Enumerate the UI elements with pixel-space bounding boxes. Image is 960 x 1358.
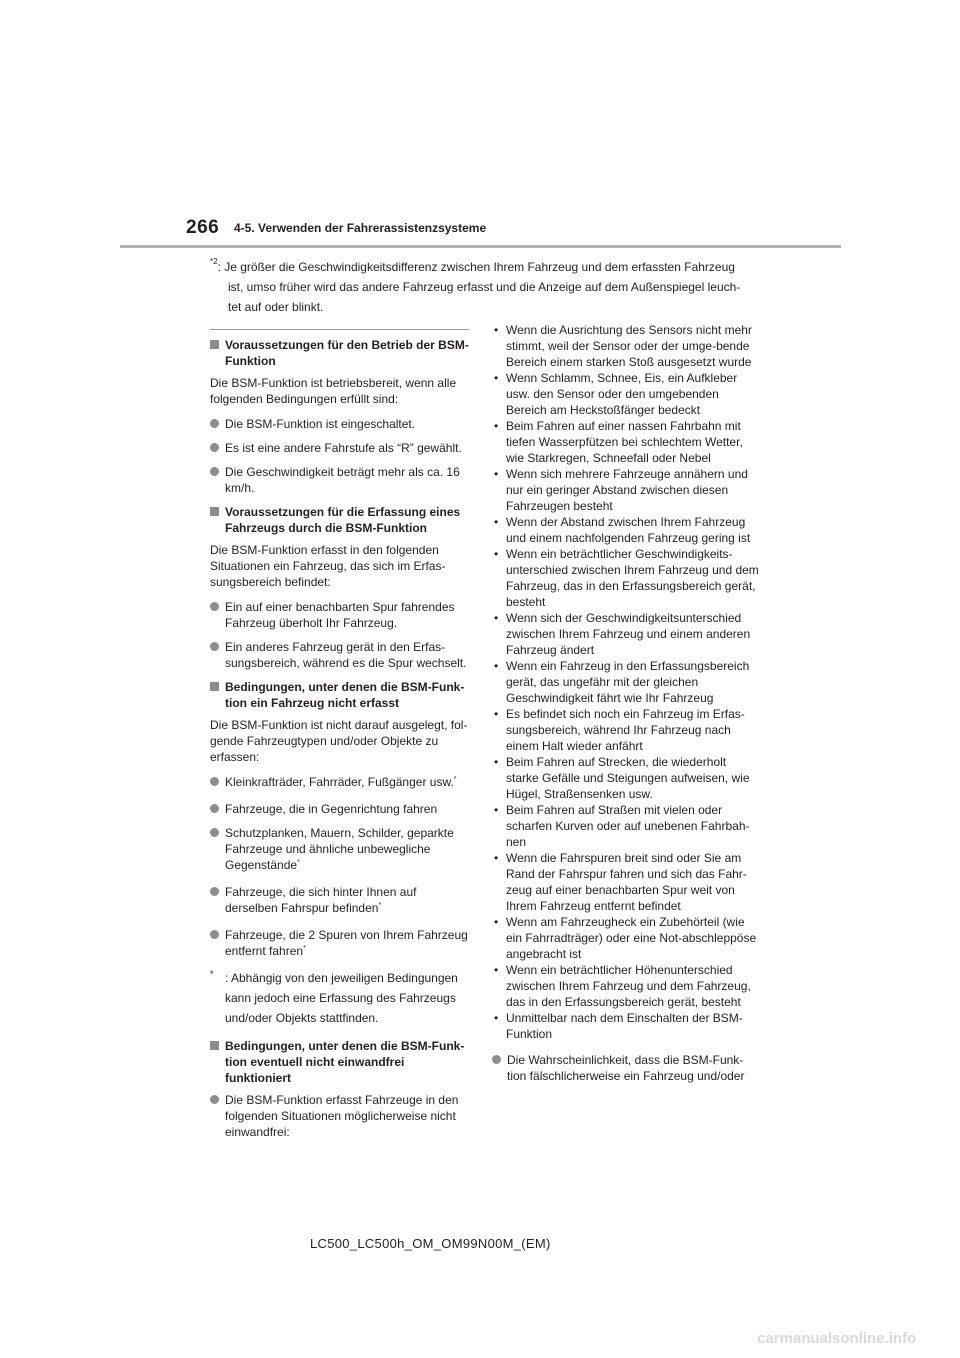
- situation-list-item: [492, 754, 760, 802]
- bullet-circle-icon: [210, 443, 219, 452]
- situation-list-item: [492, 610, 760, 658]
- asterisk-note: * : Abhängig von den jeweiligen Bedingungen kann jedoch eine Erfassung des Fahrzeugs und/oder Objekts stattfinden.: [210, 968, 472, 1028]
- situation-text: Wenn sich der Geschwindigkeitsunterschied zwischen Ihrem Fahrzeug und einem anderen Fahrzeug ändert: [506, 611, 751, 657]
- bullet-circle-icon: [210, 828, 219, 837]
- list-item: Ein anderes Fahrzeug gerät in den Erfas-sungsbereich, während es die Spur wechselt.: [210, 639, 472, 671]
- right-column: [492, 322, 760, 1092]
- footnote-star: *: [297, 859, 300, 866]
- list-item: Es ist eine andere Fahrstufe als “R” gewählt.: [210, 440, 472, 456]
- bullet-mark: •: [494, 755, 499, 769]
- bullet-circle-icon: [492, 1055, 501, 1064]
- heading-square-icon: [210, 1041, 219, 1050]
- paragraph: Die BSM-Funktion ist betriebsbereit, wenn alle folgenden Bedingungen erfüllt sind:: [210, 376, 457, 406]
- situation-text: Unmittelbar nach dem Einschalten der BSM-Funktion: [506, 1011, 743, 1041]
- footnote-star: *: [303, 945, 306, 952]
- list-item: Kleinkrafträder, Fahrräder, Fußgänger usw.*: [210, 774, 472, 793]
- bullet-circle-icon: [210, 777, 219, 786]
- heading-detection-conditions: Voraussetzungen für die Erfassung eines Fahrzeugs durch die BSM-Funktion: [210, 504, 472, 536]
- bullet-mark: •: [494, 659, 499, 673]
- paragraph: Die BSM-Funktion ist nicht darauf ausgelegt, fol-gende Fahrzeugtypen und/oder Objekte zu erfassen:: [210, 718, 468, 764]
- column-divider: [210, 329, 469, 330]
- heading-square-icon: [210, 340, 219, 349]
- page-number: 266: [186, 217, 220, 238]
- heading-may-not-work: Bedingungen, unter denen die BSM-Funk-tion eventuell nicht einwandfrei funktioniert: [210, 1038, 472, 1086]
- situation-text: Wenn ein Fahrzeug in den Erfassungsbereich gerät, das ungefähr mit der gleichen Geschwindigkeit fährt wie Ihr Fahrzeug: [506, 659, 750, 705]
- situation-list-item: [492, 706, 760, 754]
- bullet-mark: •: [494, 419, 499, 433]
- bullet-circle-icon: [210, 887, 219, 896]
- list-item: Die Geschwindigkeit beträgt mehr als ca. 16 km/h.: [210, 464, 472, 496]
- bullet-circle-icon: [210, 1095, 219, 1104]
- footnote-star: *: [378, 902, 382, 909]
- watermark: carmanualsonline.info: [757, 1330, 917, 1347]
- asterisk-marker: *: [210, 969, 214, 979]
- footnote-line-3: tet auf oder blinkt.: [228, 300, 324, 314]
- situation-text: Beim Fahren auf Straßen mit vielen oder scharfen Kurven oder auf unebenen Fahrbah-nen: [506, 803, 750, 849]
- bullet-mark: •: [494, 547, 499, 561]
- list-item: Die Wahrscheinlichkeit, dass die BSM-Funk-tion fälschlicherweise ein Fahrzeug und/oder: [492, 1052, 760, 1084]
- situation-list-item: [492, 1010, 760, 1042]
- section-title: 4-5. Verwenden der Fahrerassistenzsysteme: [234, 221, 487, 235]
- situation-list-item: [492, 914, 760, 962]
- situation-text: Wenn ein beträchtlicher Höhenunterschied zwischen Ihrem Fahrzeug und dem Fahrzeug, das in den Erfassungsbereich gerät, besteht: [506, 963, 751, 1009]
- heading-square-icon: [210, 682, 219, 691]
- situation-text: Wenn sich mehrere Fahrzeuge annähern und nur ein geringer Abstand zwischen diesen Fahrzeugen besteht: [506, 467, 748, 513]
- situation-text: Wenn Schlamm, Schnee, Eis, ein Aufkleber usw. den Sensor oder den umgebenden Bereich am Heckstoßfänger bedeckt: [506, 371, 738, 417]
- situation-list: [492, 322, 760, 1042]
- bullet-circle-icon: [210, 419, 219, 428]
- situation-text: Wenn am Fahrzeugheck ein Zubehörteil (wie ein Fahrradträger) oder eine Not-abschleppöse angebracht ist: [506, 915, 757, 961]
- list-item: Fahrzeuge, die sich hinter Ihnen auf derselben Fahrspur befinden*: [210, 884, 472, 919]
- bullet-circle-icon: [210, 602, 219, 611]
- footnote-line-2: ist, umso früher wird das andere Fahrzeug erfasst und die Anzeige auf dem Außenspiegel leuch-: [228, 280, 741, 294]
- bullet-mark: •: [494, 611, 499, 625]
- situation-list-item: [492, 658, 760, 706]
- bullet-mark: •: [494, 851, 499, 865]
- situation-text: Wenn die Fahrspuren breit sind oder Sie am Rand der Fahrspur fahren und sich das Fahr-zeug auf einer benachbarten Spur weit von Ihrem Fahrzeug entfernt befindet: [506, 851, 747, 913]
- bullet-mark: •: [494, 915, 499, 929]
- situation-list-item: [492, 850, 760, 914]
- situation-text: Es befindet sich noch ein Fahrzeug im Erfas-sungsbereich, während Ihr Fahrzeug nach einem Halt wieder anfährt: [506, 707, 745, 753]
- footnote-star: *: [453, 776, 457, 783]
- situation-list-item: [492, 962, 760, 1010]
- situation-list-item: [492, 370, 760, 418]
- situation-text: Beim Fahren auf Strecken, die wiederholt starke Gefälle und Steigungen aufweisen, wie Hügel, Straßensenken usw.: [506, 755, 750, 801]
- bullet-circle-icon: [210, 467, 219, 476]
- bullet-circle-icon: [210, 930, 219, 939]
- situation-list-item: [492, 418, 760, 466]
- bullet-mark: •: [494, 963, 499, 977]
- situation-list-item: [492, 322, 760, 370]
- bullet-mark: •: [494, 323, 499, 337]
- top-footnote: $^{*2}$: Je größer die Geschwindigkeitsdifferenz zwischen Ihrem Fahrzeug und dem erfassten Fahrzeug ist, umso früher wird das andere Fahrzeug erfasst und die Anzeige auf dem Außenspiegel leuch- tet auf oder blinkt.: [210, 254, 755, 317]
- heading-square-icon: [210, 507, 219, 516]
- bullet-mark: •: [494, 371, 499, 385]
- situation-list-item: [492, 546, 760, 610]
- list-item: Schutzplanken, Mauern, Schilder, geparkte Fahrzeuge und ähnliche unbewegliche Gegenstände*: [210, 825, 472, 876]
- situation-text: Beim Fahren auf einer nassen Fahrbahn mit tiefen Wasserpfützen bei schlechtem Wetter, wie Starkregen, Schneefall oder Nebel: [506, 419, 743, 465]
- situation-text: Wenn ein beträchtlicher Geschwindigkeits-unterschied zwischen Ihrem Fahrzeug und dem Fahrzeug, das in den Erfassungsbereich gerät, besteht: [506, 547, 759, 609]
- situation-list-item: [492, 514, 760, 546]
- paragraph: Die BSM-Funktion erfasst in den folgenden Situationen ein Fahrzeug, das sich im Erfas-sungsbereich befindet:: [210, 543, 446, 589]
- bullet-mark: •: [494, 467, 499, 481]
- bullet-mark: •: [494, 707, 499, 721]
- footnote-line-1: Je größer die Geschwindigkeitsdifferenz zwischen Ihrem Fahrzeug und dem erfassten Fahrzeug: [224, 260, 735, 274]
- list-item: Die BSM-Funktion ist eingeschaltet.: [210, 416, 472, 432]
- left-column: [210, 337, 472, 1148]
- heading-bsm-conditions: Voraussetzungen für den Betrieb der BSM-Funktion: [210, 337, 472, 369]
- list-item: Fahrzeuge, die in Gegenrichtung fahren: [210, 801, 472, 817]
- bullet-mark: •: [494, 515, 499, 529]
- footer-code: LC500_LC500h_OM_OM99N00M_(EM): [310, 1236, 551, 1251]
- situation-list-item: [492, 466, 760, 514]
- situation-list-item: [492, 802, 760, 850]
- bullet-mark: •: [494, 803, 499, 817]
- situation-text: Wenn die Ausrichtung des Sensors nicht mehr stimmt, weil der Sensor oder der umge-bende Bereich einem starken Stoß ausgesetzt wurde: [506, 323, 752, 369]
- list-item: Die BSM-Funktion erfasst Fahrzeuge in den folgenden Situationen möglicherweise nicht einwandfrei:: [210, 1092, 472, 1140]
- list-item: Ein auf einer benachbarten Spur fahrendes Fahrzeug überholt Ihr Fahrzeug.: [210, 599, 472, 631]
- bullet-circle-icon: [210, 642, 219, 651]
- bullet-circle-icon: [210, 804, 219, 813]
- list-item: Fahrzeuge, die 2 Spuren von Ihrem Fahrzeug entfernt fahren*: [210, 927, 472, 962]
- situation-text: Wenn der Abstand zwischen Ihrem Fahrzeug und einem nachfolgenden Fahrzeug gering ist: [506, 515, 751, 545]
- footnote-marker: *2: [210, 257, 218, 266]
- heading-not-detected: Bedingungen, unter denen die BSM-Funk-tion ein Fahrzeug nicht erfasst: [210, 679, 472, 711]
- bullet-mark: •: [494, 1011, 499, 1025]
- header-rule: [120, 245, 841, 248]
